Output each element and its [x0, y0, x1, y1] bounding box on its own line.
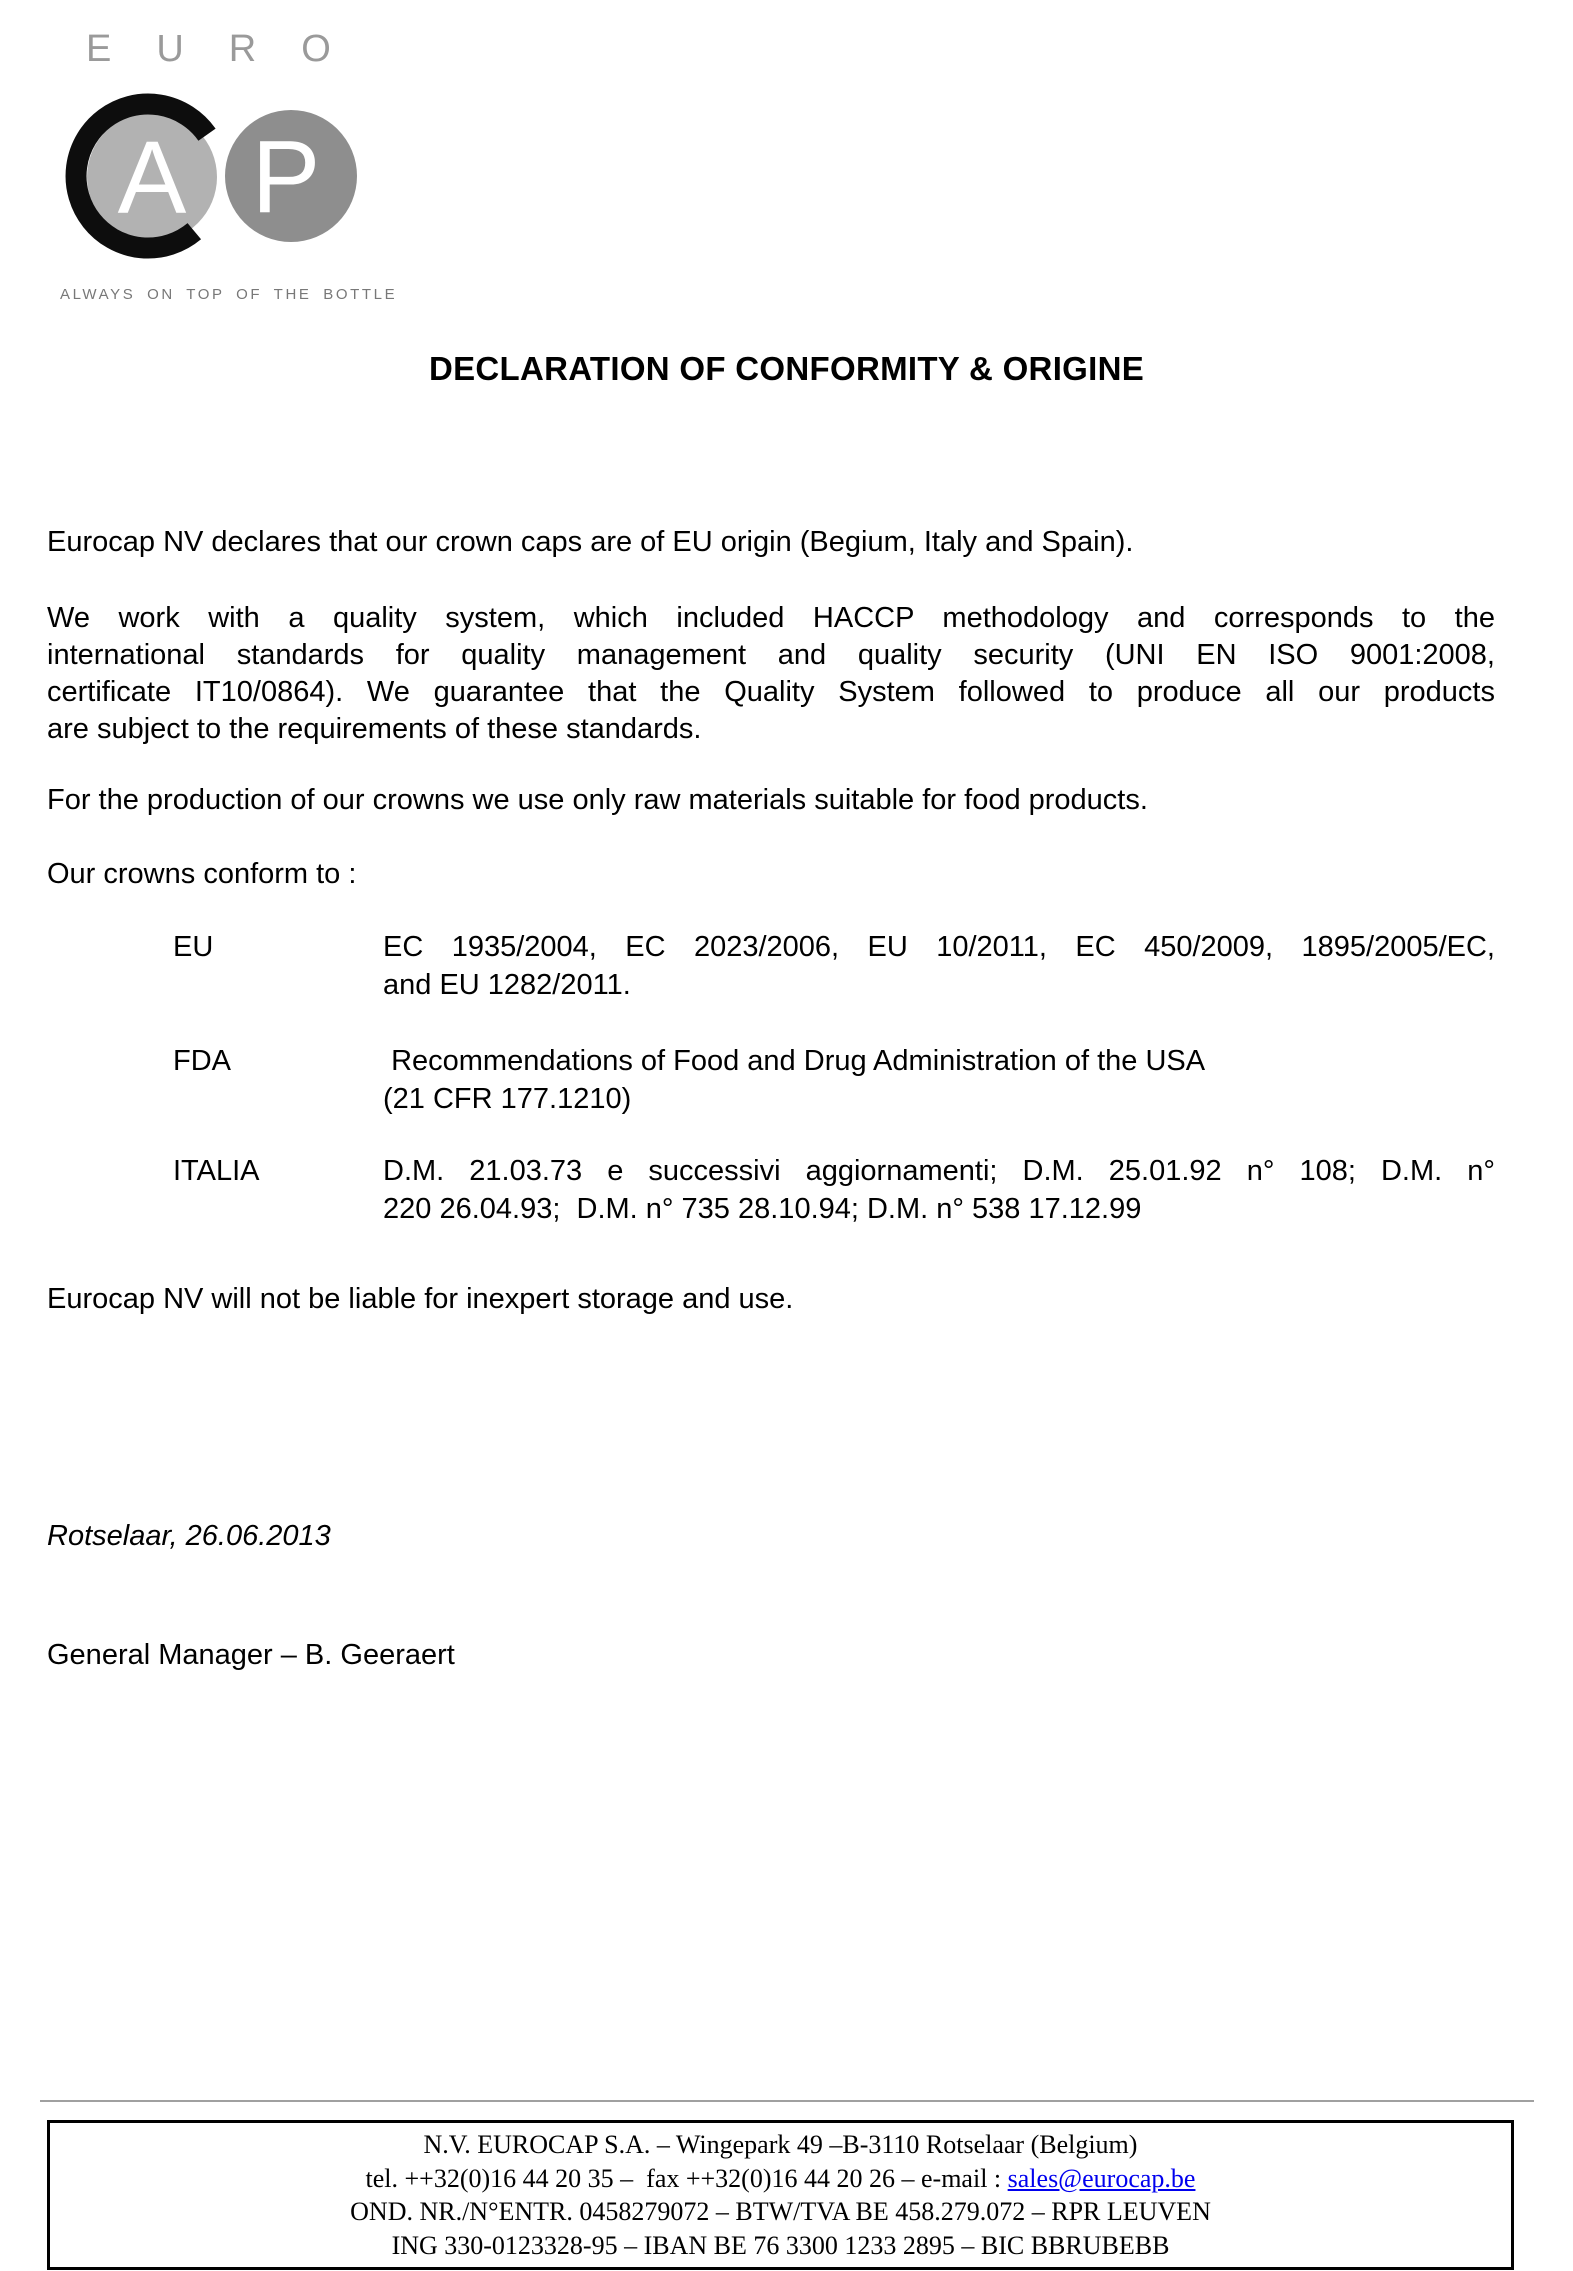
- place-date-line: Rotselaar, 26.06.2013: [47, 1520, 331, 1552]
- paragraph-liability: Eurocap NV will not be liable for inexpert storage and use.: [47, 1283, 794, 1315]
- paragraph-quality-line: certificate IT10/0864). We guarantee that the Quality System followed to produce all our products: [47, 676, 1495, 708]
- footer-registration-line: OND. NR./N°ENTR. 0458279072 – BTW/TVA BE 458.279.072 – RPR LEUVEN: [350, 2197, 1211, 2226]
- conformity-line: (21 CFR 177.1210): [383, 1083, 632, 1115]
- conformity-line: 220 26.04.93; D.M. n° 735 28.10.94; D.M. n° 538 17.12.99: [383, 1193, 1142, 1225]
- conformity-content: [383, 1152, 1495, 1228]
- conformity-label: ITALIA: [173, 1155, 260, 1187]
- document-title: DECLARATION OF CONFORMITY & ORIGINE: [428, 350, 1145, 387]
- conformity-line: D.M. 21.03.73 e successivi aggiornamenti; D.M. 25.01.92 n° 108; D.M. n°: [383, 1155, 1495, 1187]
- footer-address-line: N.V. EUROCAP S.A. – Wingepark 49 –B-3110 Rotselaar (Belgium): [423, 2130, 1138, 2159]
- paragraph-raw-materials: For the production of our crowns we use only raw materials suitable for food products.: [47, 784, 1148, 816]
- conformity-line: EC 1935/2004, EC 2023/2006, EU 10/2011, EC 450/2009, 1895/2005/EC,: [383, 931, 1495, 963]
- conformity-label: FDA: [173, 1045, 231, 1077]
- conformity-line: and EU 1282/2011.: [383, 969, 631, 1001]
- footer-top-rule: [40, 2100, 1534, 2102]
- paragraph-quality-system: [47, 600, 1495, 748]
- eurocap-logo-wordmark: EURO: [86, 28, 376, 70]
- paragraph-conform-intro: Our crowns conform to :: [47, 858, 357, 890]
- conformity-content: [383, 1042, 1495, 1118]
- eurocap-cap-logo-icon: [55, 82, 375, 272]
- company-footer-box: [47, 2120, 1514, 2270]
- conformity-label: EU: [173, 931, 214, 963]
- paragraph-quality-line: international standards for quality management and quality security (UNI EN ISO 9001:2008,: [47, 639, 1495, 671]
- paragraph-origin: Eurocap NV declares that our crown caps are of EU origin (Begium, Italy and Spain).: [47, 526, 1134, 558]
- footer-contact-text: tel. ++32(0)16 44 20 35 – fax ++32(0)16 44 20 26 – e-mail :: [365, 2163, 1008, 2193]
- footer-bank-line: ING 330-0123328-95 – IBAN BE 76 3300 1233 2895 – BIC BBRUBEBB: [391, 2230, 1170, 2260]
- logo-tagline: ALWAYS ON TOP OF THE BOTTLE: [60, 286, 398, 303]
- email-link[interactable]: sales@eurocap.be: [1007, 2163, 1196, 2193]
- letter-a: A: [117, 120, 187, 235]
- signature-line: General Manager – B. Geeraert: [47, 1639, 455, 1671]
- paragraph-quality-line: are subject to the requirements of these standards.: [47, 713, 702, 745]
- paragraph-quality-line: We work with a quality system, which included HACCP methodology and corresponds to the: [47, 602, 1495, 634]
- footer-contact-line: [50, 2162, 1511, 2196]
- letter-p: P: [251, 119, 321, 234]
- conformity-content: [383, 928, 1495, 1004]
- conformity-line: Recommendations of Food and Drug Administration of the USA: [383, 1045, 1206, 1077]
